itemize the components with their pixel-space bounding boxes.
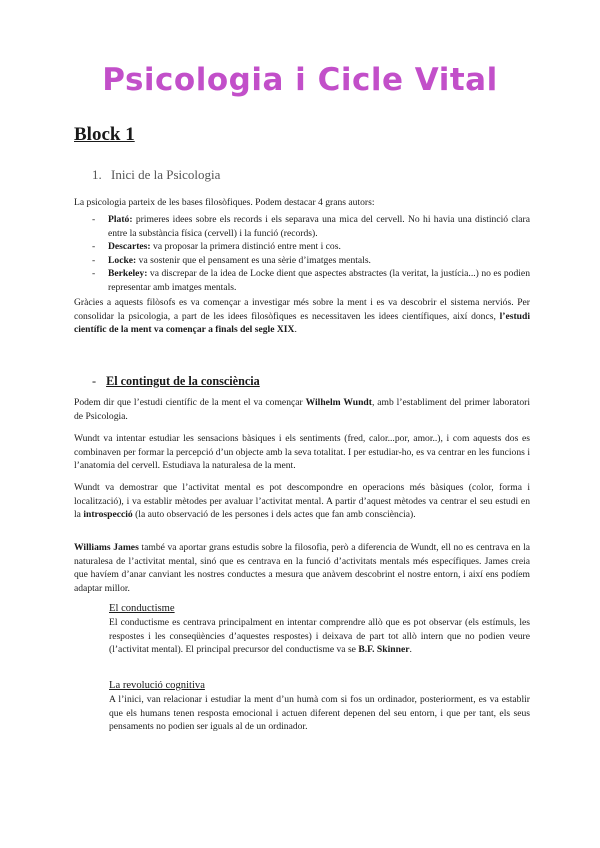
intro-paragraph: La psicologia parteix de les bases filosòfiques. Podem destacar 4 grans autors:	[74, 197, 375, 208]
subsection-dash: -	[92, 374, 97, 388]
paragraph-text: Podem dir que l’estudi científic de la ment el va començar	[74, 397, 306, 408]
document-title: Psicologia i Cicle Vital	[102, 62, 498, 98]
paragraph-text: (la auto observació de les persones i dels actes que fan amb consciència).	[132, 509, 416, 521]
paragraph-text: El conductisme es centrava principalment en intentar comprendre allò que es pot observar (els estímuls, les respostes i les conseqüències d’aquestes respostes) i deixava de part tot allò intern que no podien veure (l’activitat mental). El principal precursor del conductisme va se	[109, 617, 530, 656]
list-item: - Descartes: va proposar la primera distinció entre ment i cos.	[92, 241, 341, 253]
list-item: - Locke: va sostenir que el pensament es una sèrie d’imatges mentals.	[92, 254, 371, 266]
conductisme-heading: El conductisme	[109, 603, 175, 614]
paragraph-philosophers	[74, 296, 530, 337]
authors-list	[92, 213, 530, 295]
author-name: Descartes:	[108, 241, 151, 253]
list-item: - Plató: primeres idees sobre els records i els separava una mica del cervell. No hi havia una distinció clara entre la substància física (cervell) i la funció (records).	[92, 214, 530, 239]
block-heading: Block 1	[74, 124, 135, 145]
paragraph-bold: introspecció	[83, 509, 133, 521]
paragraph-wundt-intro	[74, 396, 530, 423]
paragraph-bold: Williams James	[74, 542, 139, 553]
paragraph-wundt-methods	[74, 481, 530, 522]
paragraph-wundt-sensations: Wundt va intentar estudiar les sensacions bàsiques i els sentiments (fred, calor...por, amor..), i com aquests dos es combinaven per formar la percepció d’un objecte amb la seva totalitat. I per estudiar-ho, es va centrar en les funcions i l’anatomia del cervell. Estudiava la naturalesa de la ment.	[74, 433, 530, 472]
author-text: va sostenir que el pensament es una sèrie d’imatges mentals.	[136, 254, 371, 266]
author-text: va proposar la primera distinció entre ment i cos.	[150, 241, 341, 253]
paragraph-end: .	[294, 324, 297, 336]
section-heading	[92, 167, 220, 183]
paragraph-bold: Wilhelm Wundt	[305, 397, 372, 408]
paragraph-james	[74, 541, 530, 595]
subsection-title: El contingut de la consciència	[106, 374, 260, 388]
paragraph-text: Gràcies a aquests filòsofs es va començar a investigar més sobre la ment i es va descobrir el sistema nerviós. Per consolidar la psicologia, a part de les idees filosòfiques es necessitaven les idees científiques, així doncs,	[74, 297, 530, 322]
list-item: - Berkeley: va discrepar de la idea de Locke dient que aspectes abstractes (la veritat, la justícia...) no es podien representar amb imatges mentals.	[92, 268, 530, 293]
paragraph-bold: l’estudi científic de la ment va començar a finals del segle XIX	[74, 310, 530, 336]
author-name: Plató:	[108, 214, 133, 225]
author-name: Locke:	[108, 254, 137, 266]
section-number: 1.	[92, 167, 102, 182]
cognitiva-heading: La revolució cognitiva	[109, 680, 205, 691]
author-text: va discrepar de la idea de Locke dient que aspectes abstractes (la veritat, la justícia...) no es podien representar amb imatges mentals.	[108, 268, 530, 293]
section-title: Inici de la Psicologia	[111, 167, 221, 182]
paragraph-cognitiva: A l’inici, van relacionar i estudiar la ment d’un humà com si fos un ordinador, posteriorment, es va establir que els humans tenen resposta emocional i actuen diferent depenen del seu entorn, i que per tant, els seus pensaments no podien ser iguals al de un ordinador.	[109, 694, 530, 733]
paragraph-text: , amb l’establiment del primer laboratori de Psicologia.	[74, 397, 530, 422]
paragraph-text: Wundt va demostrar que l’activitat mental es pot descompondre en operacions més bàsiques (color, forma i localització), i va establir mètodes per avaluar l’activitat mental. A partir d’aquest mètodes va centrar el seu estudi en la	[74, 482, 530, 521]
paragraph-text: .	[409, 644, 412, 656]
paragraph-conductisme	[109, 616, 530, 657]
author-name: Berkeley:	[108, 268, 148, 280]
paragraph-text: també va aportar grans estudis sobre la filosofia, però a diferencia de Wundt, ell no es centrava en la naturalesa de l’activitat mental, sinó que es centrava en la funció d’activitats mentals més específiques. James creia que havíem d’anar canviant les nostres conductes a mesura que anàvem descobrint el nostre entorn, i així ens podíem adaptar millor.	[74, 542, 530, 594]
paragraph-bold: B.F. Skinner	[358, 644, 410, 656]
author-text: primeres idees sobre els records i els separava una mica del cervell. No hi havia una distinció clara entre la substància física (cervell) i la funció (records).	[108, 214, 530, 239]
subsection-heading	[92, 374, 260, 389]
